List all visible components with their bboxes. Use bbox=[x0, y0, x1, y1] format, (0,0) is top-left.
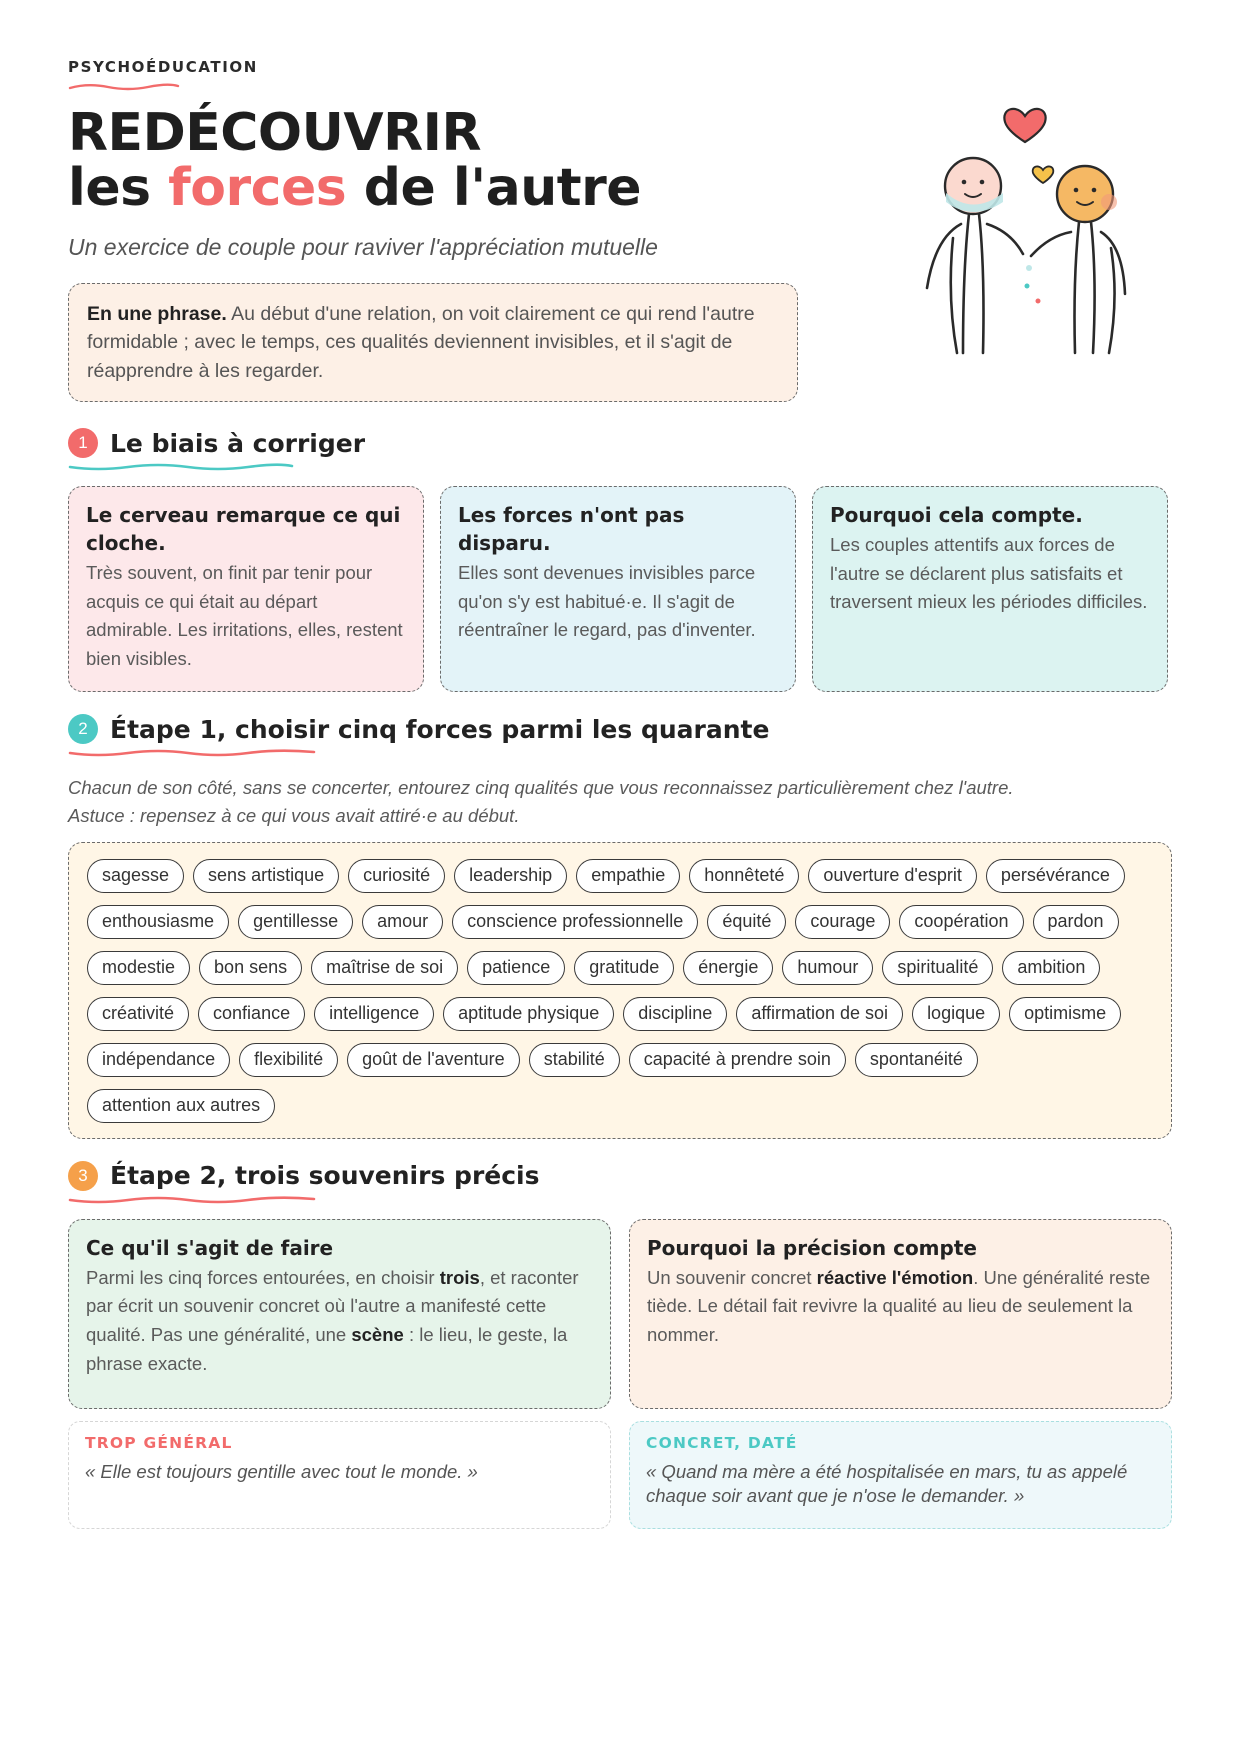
strength-chip[interactable]: créativité bbox=[87, 997, 189, 1031]
step2-cards bbox=[68, 1219, 1172, 1409]
intro-box bbox=[68, 283, 798, 402]
bias-card-title: Pourquoi cela compte. bbox=[830, 503, 1083, 528]
what-to-do-text bbox=[86, 1264, 593, 1379]
emphasis: trois bbox=[439, 1266, 480, 1288]
why-precision-title: Pourquoi la précision compte bbox=[647, 1235, 977, 1260]
strength-chip[interactable]: logique bbox=[912, 997, 1000, 1031]
emphasis: réactive l'émotion bbox=[816, 1266, 974, 1288]
strength-chip[interactable]: honnêteté bbox=[689, 859, 799, 893]
strength-chip[interactable]: affirmation de soi bbox=[736, 997, 903, 1031]
section-2-title: Étape 1, choisir cinq forces parmi les quarante bbox=[110, 714, 770, 744]
section-1-title: Le biais à corriger bbox=[110, 428, 366, 458]
example-label: TROP GÉNÉRAL bbox=[85, 1433, 233, 1452]
strength-chip[interactable]: enthousiasme bbox=[87, 905, 229, 939]
section-2-header bbox=[68, 714, 1172, 744]
small-heart-icon bbox=[1033, 166, 1054, 183]
section-2-underline bbox=[68, 748, 316, 758]
strength-chip[interactable]: maîtrise de soi bbox=[311, 951, 458, 985]
strengths-box bbox=[68, 842, 1172, 1139]
strength-chip[interactable]: énergie bbox=[683, 951, 773, 985]
person-right bbox=[1031, 166, 1125, 353]
strength-chip[interactable]: ouverture d'esprit bbox=[808, 859, 977, 893]
strength-chip[interactable]: discipline bbox=[623, 997, 727, 1031]
strength-chip[interactable]: gentillesse bbox=[238, 905, 353, 939]
strength-chip[interactable]: patience bbox=[467, 951, 565, 985]
emphasis: scène bbox=[351, 1323, 404, 1345]
section-1-number: 1 bbox=[68, 428, 98, 458]
text-fragment: , et raconter par écrit un souvenir concret où l'autre a manifesté cette qualité. Pas une généralité, une bbox=[86, 1266, 579, 1345]
strength-chip[interactable]: stabilité bbox=[529, 1043, 620, 1077]
bias-card bbox=[440, 486, 796, 692]
strength-chip[interactable]: sagesse bbox=[87, 859, 184, 893]
why-precision-text bbox=[647, 1264, 1154, 1350]
what-to-do-card bbox=[68, 1219, 611, 1409]
text-fragment: : le lieu, le geste, la phrase exacte. bbox=[86, 1323, 568, 1374]
title-post: de l'autre bbox=[346, 158, 642, 219]
section-3-header bbox=[68, 1161, 1172, 1191]
strength-chip[interactable]: amour bbox=[362, 905, 443, 939]
strength-chip[interactable]: flexibilité bbox=[239, 1043, 338, 1077]
strength-chip[interactable]: persévérance bbox=[986, 859, 1125, 893]
strength-chip[interactable]: spiritualité bbox=[882, 951, 993, 985]
examples bbox=[68, 1421, 1172, 1529]
section-3-number: 3 bbox=[68, 1161, 98, 1191]
bias-card-text: Elles sont devenues invisibles parce qu'on s'y est habitué·e. Il s'agit de réentraîner le regard, pas d'inventer. bbox=[458, 562, 756, 641]
couple-illustration bbox=[913, 98, 1143, 358]
strength-chip[interactable]: pardon bbox=[1033, 905, 1119, 939]
bias-card-title: Le cerveau remarque ce qui cloche. bbox=[86, 503, 401, 556]
example-concrete bbox=[629, 1421, 1172, 1529]
strength-chip[interactable]: équité bbox=[707, 905, 786, 939]
strength-chip[interactable]: humour bbox=[782, 951, 873, 985]
bias-card bbox=[68, 486, 424, 692]
dot-decoration bbox=[1025, 284, 1030, 289]
title-accent: forces bbox=[168, 158, 347, 219]
example-too-general bbox=[68, 1421, 611, 1529]
section-3-title: Étape 2, trois souvenirs précis bbox=[110, 1161, 540, 1191]
strength-chip[interactable]: leadership bbox=[454, 859, 567, 893]
example-label: CONCRET, DATÉ bbox=[646, 1433, 798, 1452]
bias-cards bbox=[68, 486, 1172, 692]
text-fragment: Parmi les cinq forces entourées, en choisir bbox=[86, 1266, 440, 1288]
strength-chip[interactable]: goût de l'aventure bbox=[347, 1043, 520, 1077]
strengths-list bbox=[87, 859, 1153, 1123]
subtitle: Un exercice de couple pour raviver l'appréciation mutuelle bbox=[68, 234, 658, 261]
section-3-underline bbox=[68, 1195, 316, 1205]
why-precision-card bbox=[629, 1219, 1172, 1409]
strength-chip[interactable]: empathie bbox=[576, 859, 680, 893]
strength-chip[interactable]: gratitude bbox=[574, 951, 674, 985]
strength-chip[interactable]: ambition bbox=[1002, 951, 1100, 985]
bias-card-title: Les forces n'ont pas disparu. bbox=[458, 503, 685, 556]
strength-chip[interactable]: bon sens bbox=[199, 951, 302, 985]
person-left bbox=[927, 158, 1023, 353]
strength-chip[interactable]: conscience professionnelle bbox=[452, 905, 698, 939]
instruction-line: Chacun de son côté, sans se concerter, entourez cinq qualités que vous reconnaissez particulièrement chez l'autre. bbox=[68, 777, 1014, 799]
bias-card-text: Très souvent, on finit par tenir pour acquis ce qui était au départ admirable. Les irritations, elles, restent bien visibles. bbox=[86, 562, 403, 670]
section-2-instructions bbox=[68, 774, 1172, 830]
section-2-number: 2 bbox=[68, 714, 98, 744]
strength-chip[interactable]: curiosité bbox=[348, 859, 445, 893]
dot-decoration bbox=[1036, 299, 1041, 304]
dot-decoration bbox=[1026, 265, 1032, 271]
strength-chip[interactable]: attention aux autres bbox=[87, 1089, 275, 1123]
section-2 bbox=[68, 714, 1172, 1139]
intro-text: Au début d'une relation, on voit clairement ce qui rend l'autre formidable ; avec le temps, ces qualités deviennent invisibles, et il s'agit de réapprendre à les regarder. bbox=[87, 303, 755, 382]
page bbox=[68, 58, 1172, 1529]
strength-chip[interactable]: aptitude physique bbox=[443, 997, 614, 1031]
strength-chip[interactable]: coopération bbox=[899, 905, 1023, 939]
tip-line: Astuce : repensez à ce qui vous avait attiré·e au début. bbox=[68, 804, 520, 826]
title-pre: les bbox=[68, 158, 169, 219]
section-1-header bbox=[68, 428, 1172, 458]
example-quote: « Quand ma mère a été hospitalisée en mars, tu as appelé chaque soir avant que je n'ose le demander. » bbox=[646, 1460, 1128, 1507]
strength-chip[interactable]: optimisme bbox=[1009, 997, 1121, 1031]
text-fragment: Un souvenir concret bbox=[647, 1266, 817, 1288]
bias-card-text: Les couples attentifs aux forces de l'autre se déclarent plus satisfaits et traversent mieux les périodes difficiles. bbox=[830, 534, 1148, 613]
strength-chip[interactable]: indépendance bbox=[87, 1043, 230, 1077]
what-to-do-title: Ce qu'il s'agit de faire bbox=[86, 1235, 334, 1260]
section-1-underline bbox=[68, 462, 294, 472]
eyebrow-underline bbox=[68, 82, 180, 92]
strength-chip[interactable]: sens artistique bbox=[193, 859, 339, 893]
example-quote: « Elle est toujours gentille avec tout le monde. » bbox=[85, 1460, 478, 1482]
section-1 bbox=[68, 428, 1172, 692]
heart-icon bbox=[1004, 109, 1045, 142]
strength-chip[interactable]: courage bbox=[795, 905, 890, 939]
title-line-1: REDÉCOUVRIR bbox=[68, 103, 482, 163]
section-3 bbox=[68, 1161, 1172, 1529]
strength-chip[interactable]: capacité à prendre soin bbox=[629, 1043, 846, 1077]
strength-chip[interactable]: modestie bbox=[87, 951, 190, 985]
strength-chip[interactable]: spontanéité bbox=[855, 1043, 978, 1077]
text-fragment: . Une généralité reste tiède. Le détail fait revivre la qualité au lieu de seulement la nommer. bbox=[647, 1266, 1151, 1345]
intro-lead: En une phrase. bbox=[87, 303, 227, 326]
strength-chip[interactable]: confiance bbox=[198, 997, 305, 1031]
strength-chip[interactable]: intelligence bbox=[314, 997, 434, 1031]
eyebrow: PSYCHOÉDUCATION bbox=[68, 58, 258, 76]
bias-card bbox=[812, 486, 1168, 692]
